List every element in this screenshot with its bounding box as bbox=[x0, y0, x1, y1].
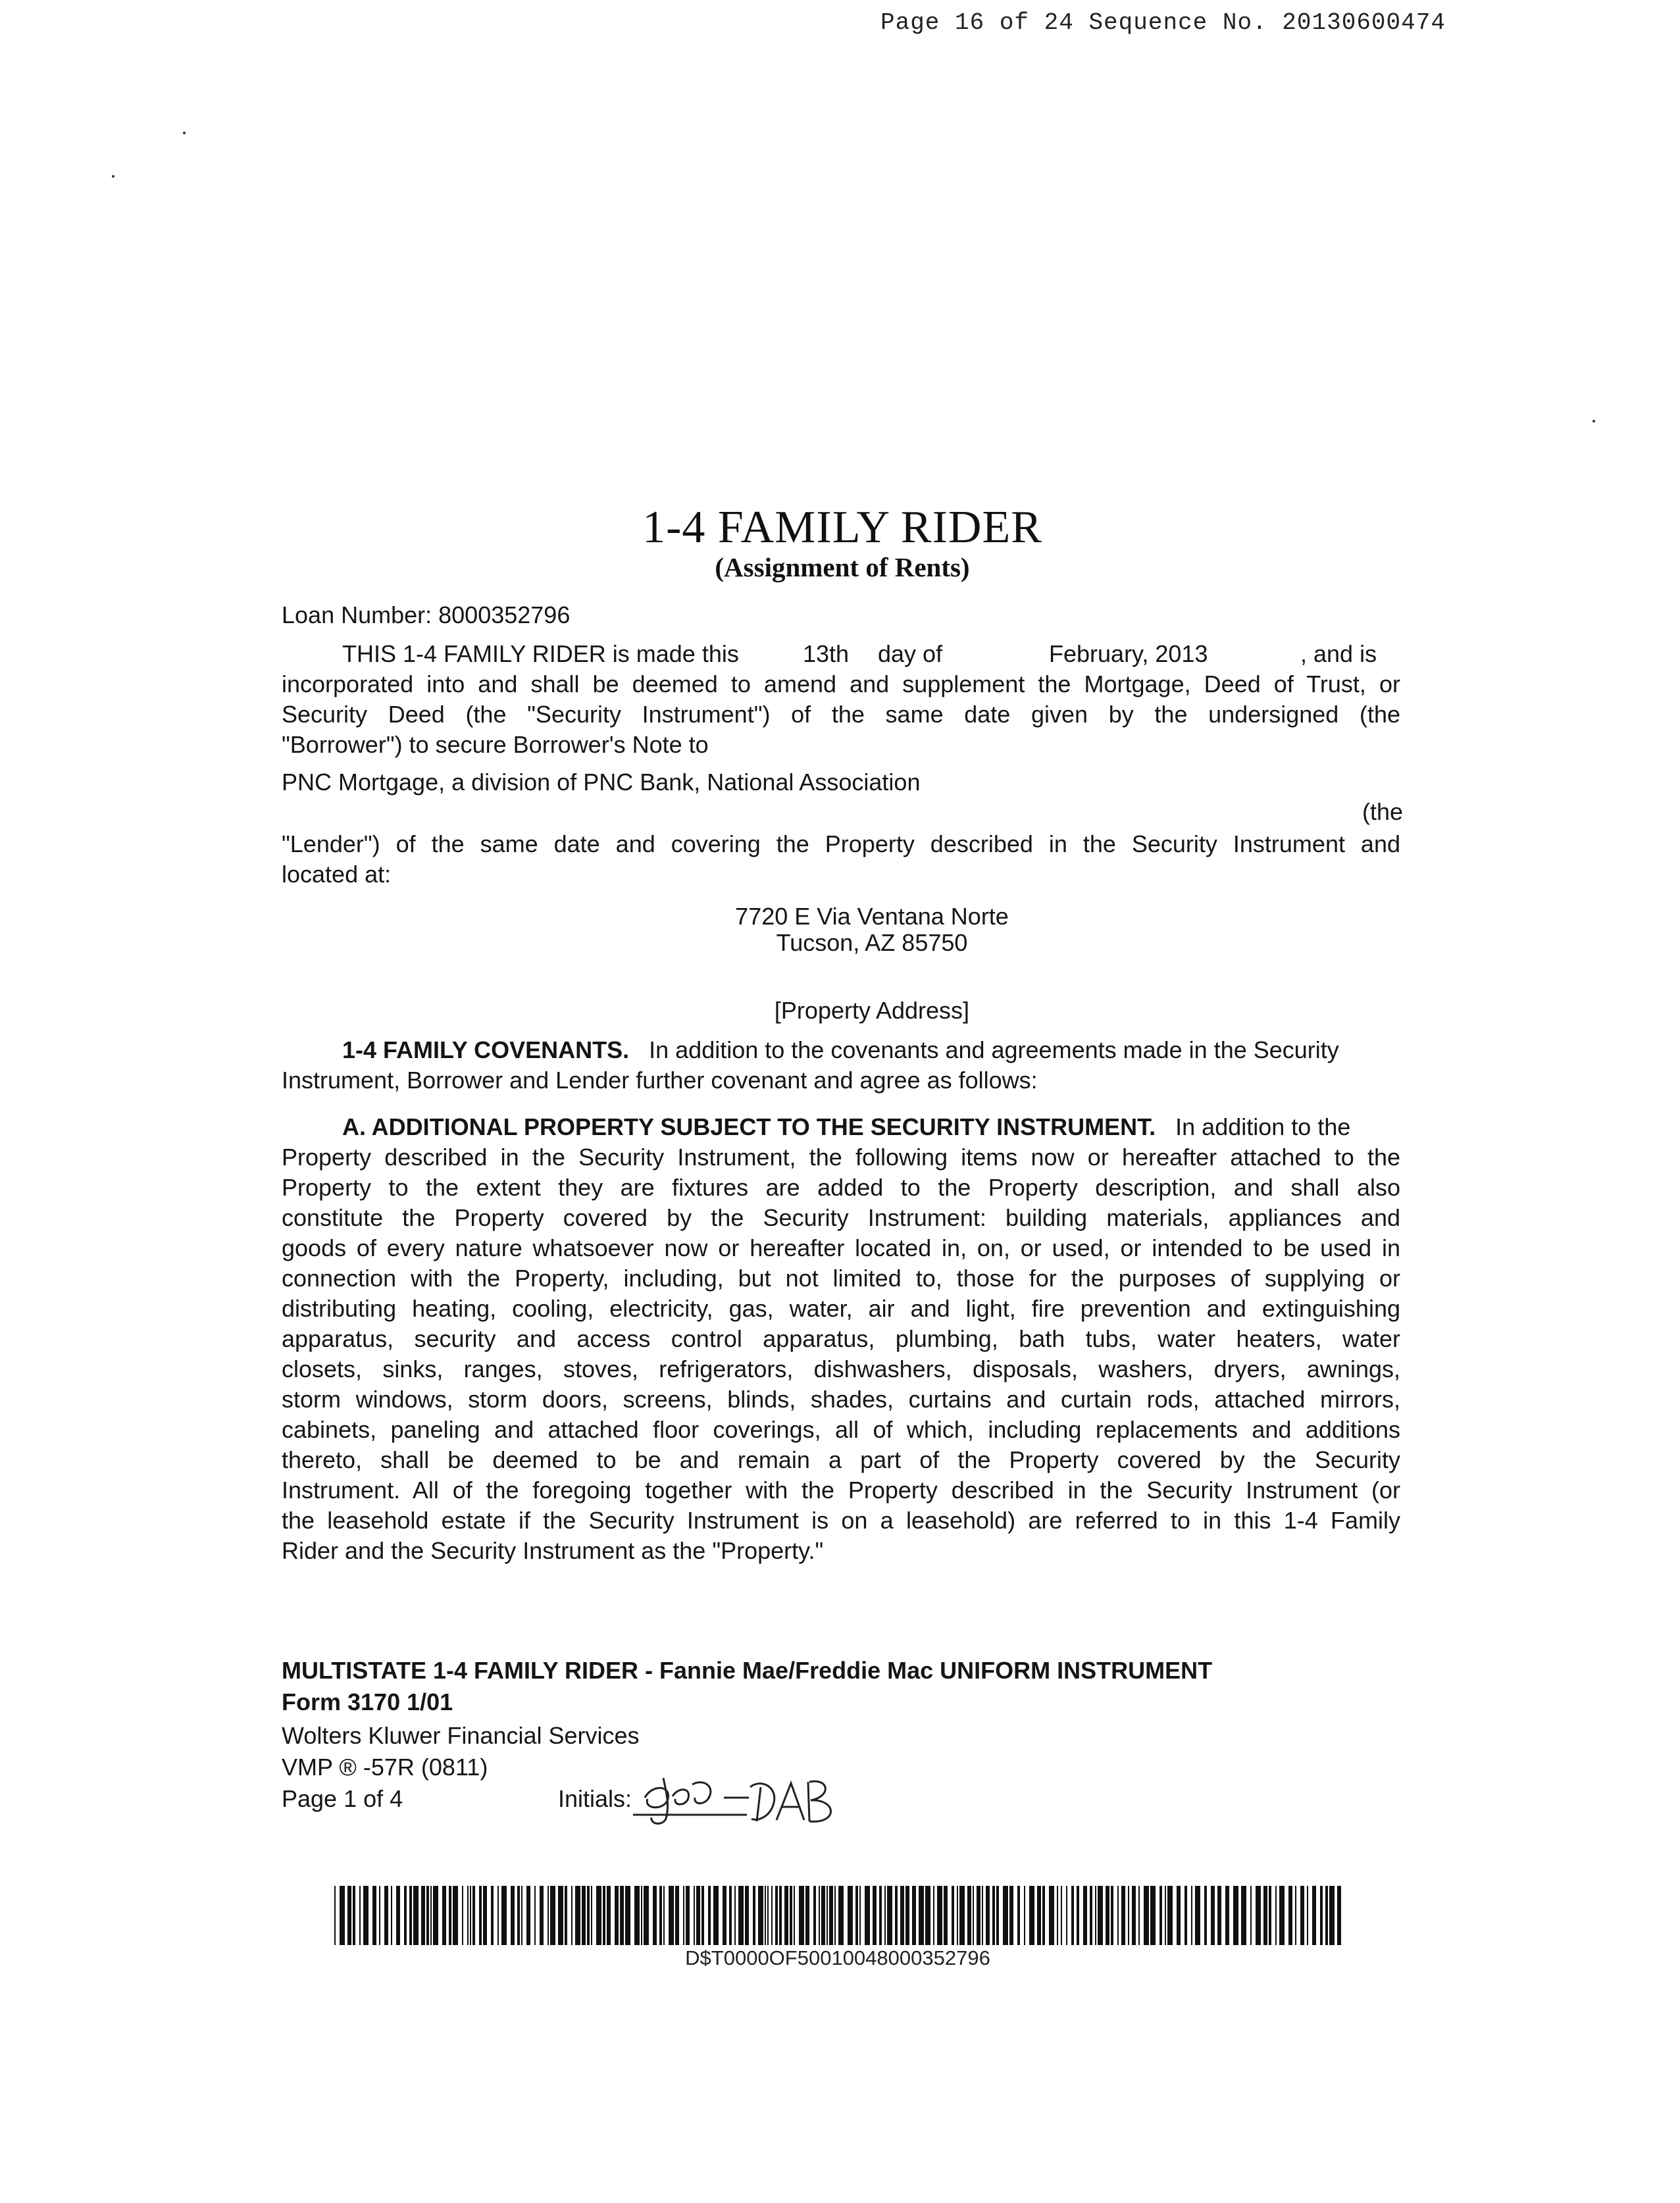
barcode-bar bbox=[453, 1886, 458, 1945]
barcode-bar bbox=[701, 1886, 704, 1945]
barcode-bar bbox=[1066, 1886, 1067, 1945]
section-a-line: Instrument. All of the foregoing together with the Property described in the Security Instrument (or bbox=[282, 1477, 1400, 1504]
barcode-bar bbox=[1279, 1886, 1285, 1945]
barcode-bar bbox=[1144, 1886, 1149, 1945]
barcode-bar bbox=[547, 1886, 549, 1945]
form-title: MULTISTATE 1-4 FAMILY RIDER - Fannie Mae/Freddie Mac UNIFORM INSTRUMENT bbox=[282, 1657, 1213, 1684]
barcode-bar bbox=[992, 1886, 995, 1945]
section-a-line: Rider and the Security Instrument as the "Property." bbox=[282, 1537, 824, 1564]
barcode-bar bbox=[1312, 1886, 1316, 1945]
document-title: 1-4 FAMILY RIDER bbox=[642, 502, 1042, 553]
barcode-bar bbox=[1138, 1886, 1140, 1945]
barcode-bar bbox=[501, 1886, 507, 1945]
barcode-bar bbox=[1061, 1886, 1062, 1945]
barcode-bar bbox=[1241, 1886, 1246, 1945]
barcode-bar bbox=[838, 1886, 844, 1945]
barcode-bar bbox=[1150, 1886, 1156, 1945]
barcode-bar bbox=[426, 1886, 429, 1945]
barcode-bar bbox=[521, 1886, 522, 1945]
barcode-bar bbox=[558, 1886, 563, 1945]
barcode-bar bbox=[1217, 1886, 1221, 1945]
barcode-bar bbox=[644, 1886, 649, 1945]
barcode-bar bbox=[686, 1886, 690, 1945]
barcode-bar bbox=[1211, 1886, 1215, 1945]
barcode-bar bbox=[767, 1886, 769, 1945]
barcode-bar bbox=[977, 1886, 980, 1945]
barcode-bar bbox=[1009, 1886, 1013, 1945]
publisher: Wolters Kluwer Financial Services bbox=[282, 1722, 640, 1749]
barcode-bar bbox=[1288, 1886, 1292, 1945]
barcode-bar bbox=[1121, 1886, 1125, 1945]
intro-line: located at: bbox=[282, 861, 392, 888]
barcode-bar bbox=[467, 1886, 469, 1945]
section-a-line: Property to the extent they are fixtures are added to the Property description, and shall also bbox=[282, 1174, 1400, 1201]
barcode-bar bbox=[575, 1886, 580, 1945]
barcode-bar bbox=[694, 1886, 695, 1945]
intro-the: (the bbox=[1362, 798, 1404, 825]
barcode-bar bbox=[723, 1886, 726, 1945]
form-number: Form 3170 1/01 bbox=[282, 1688, 453, 1715]
barcode-bar bbox=[1003, 1886, 1008, 1945]
barcode-bar bbox=[1329, 1886, 1335, 1945]
section-a-line: the leasehold estate if the Security Instrument is on a leasehold) are referred to in this 1-4 Family bbox=[282, 1507, 1400, 1534]
covenants-heading: 1-4 FAMILY COVENANTS. bbox=[342, 1036, 630, 1063]
barcode-bar bbox=[784, 1886, 788, 1945]
covenants-text: Instrument, Borrower and Lender further covenant and agree as follows: bbox=[282, 1067, 1038, 1094]
barcode-bar bbox=[829, 1886, 833, 1945]
property-address-caption: [Property Address] bbox=[774, 997, 970, 1024]
vmp-code: VMP ® -57R (0811) bbox=[282, 1754, 488, 1781]
barcode-bar bbox=[571, 1886, 573, 1945]
barcode-bar bbox=[919, 1886, 924, 1945]
intro-line: incorporated into and shall be deemed to amend and supplement the Mortgage, Deed of Trust, or bbox=[282, 671, 1400, 697]
section-a-line: thereto, shall be deemed to be and remain a part of the Property covered by the Security bbox=[282, 1446, 1400, 1473]
barcode-bar bbox=[421, 1886, 425, 1945]
barcode-bar bbox=[1204, 1886, 1207, 1945]
section-a-line: cabinets, paneling and attached floor coverings, all of which, including replacements and additions bbox=[282, 1416, 1400, 1443]
barcode-bar bbox=[937, 1886, 942, 1945]
barcode-bar bbox=[1029, 1886, 1034, 1945]
barcode-bar bbox=[779, 1886, 782, 1945]
property-street: 7720 E Via Ventana Norte bbox=[735, 903, 1009, 930]
barcode-bar bbox=[615, 1886, 619, 1945]
barcode-bar bbox=[1167, 1886, 1173, 1945]
barcode-bar bbox=[1320, 1886, 1323, 1945]
barcode-bar bbox=[879, 1886, 882, 1945]
barcode-bar bbox=[1191, 1886, 1192, 1945]
barcode-bar bbox=[1184, 1886, 1187, 1945]
covenants-text: In addition to the covenants and agreements made in the Security bbox=[649, 1036, 1339, 1063]
intro-date: February, 2013 bbox=[1049, 640, 1208, 667]
barcode-bar bbox=[1165, 1886, 1166, 1945]
barcode-bar bbox=[1111, 1886, 1113, 1945]
section-a-line: apparatus, security and access control apparatus, plumbing, bath tubs, water heaters, water bbox=[282, 1325, 1400, 1352]
barcode-bar bbox=[821, 1886, 825, 1945]
barcode-bar bbox=[865, 1886, 870, 1945]
barcode-bar bbox=[1307, 1886, 1308, 1945]
barcode-bar bbox=[1049, 1886, 1054, 1945]
barcode-bar bbox=[794, 1886, 795, 1945]
section-a-line: constitute the Property covered by the Security Instrument: building materials, appliances and bbox=[282, 1204, 1400, 1231]
barcode-bar bbox=[1325, 1886, 1328, 1945]
barcode bbox=[334, 1886, 1341, 1945]
barcode-bar bbox=[1090, 1886, 1092, 1945]
barcode-bar bbox=[973, 1886, 974, 1945]
barcode-bar bbox=[659, 1886, 662, 1945]
barcode-bar bbox=[1117, 1886, 1119, 1945]
barcode-bar bbox=[1083, 1886, 1087, 1945]
barcode-bar bbox=[1024, 1886, 1025, 1945]
barcode-bar bbox=[409, 1886, 412, 1945]
barcode-bar bbox=[1250, 1886, 1252, 1945]
handwritten-initials-signature bbox=[632, 1758, 849, 1831]
section-a-line: storm windows, storm doors, screens, blinds, shades, curtains and curtain rods, attached mirrors, bbox=[282, 1386, 1400, 1413]
barcode-bar bbox=[905, 1886, 909, 1945]
barcode-bar bbox=[1337, 1886, 1341, 1945]
barcode-bar bbox=[603, 1886, 605, 1945]
barcode-bar bbox=[859, 1886, 861, 1945]
barcode-bar bbox=[813, 1886, 816, 1945]
barcode-bar bbox=[1269, 1886, 1271, 1945]
barcode-bar bbox=[534, 1886, 536, 1945]
section-a-heading: A. ADDITIONAL PROPERTY SUBJECT TO THE SECURITY INSTRUMENT. bbox=[342, 1113, 1156, 1140]
barcode-bar bbox=[404, 1886, 407, 1945]
barcode-bar bbox=[396, 1886, 400, 1945]
barcode-bar bbox=[819, 1886, 820, 1945]
barcode-bar bbox=[1159, 1886, 1162, 1945]
barcode-bar bbox=[745, 1886, 749, 1945]
intro-line: "Borrower") to secure Borrower's Note to bbox=[282, 731, 709, 758]
barcode-bar bbox=[708, 1886, 711, 1945]
barcode-bar bbox=[540, 1886, 544, 1945]
barcode-bar bbox=[1017, 1886, 1020, 1945]
intro-day: 13th bbox=[803, 640, 850, 667]
barcode-bar bbox=[1057, 1886, 1058, 1945]
barcode-bar bbox=[334, 1886, 336, 1945]
intro-line: Security Deed (the "Security Instrument") of the same date given by the undersigned (the bbox=[282, 701, 1400, 728]
barcode-bar bbox=[620, 1886, 624, 1945]
barcode-bar bbox=[884, 1886, 886, 1945]
barcode-bar bbox=[996, 1886, 999, 1945]
barcode-bar bbox=[827, 1886, 828, 1945]
barcode-bar bbox=[347, 1886, 351, 1945]
barcode-bar bbox=[848, 1886, 853, 1945]
barcode-bar bbox=[511, 1886, 515, 1945]
intro-and-is: , and is bbox=[1300, 640, 1377, 667]
barcode-bar bbox=[669, 1886, 674, 1945]
barcode-bar bbox=[363, 1886, 369, 1945]
section-a-line: goods of every nature whatsoever now or hereafter located in, on, or used, or intended to be used in bbox=[282, 1234, 1400, 1261]
barcode-bar bbox=[982, 1886, 983, 1945]
barcode-bar bbox=[470, 1886, 471, 1945]
barcode-bar bbox=[653, 1886, 657, 1945]
barcode-bar bbox=[625, 1886, 630, 1945]
barcode-bar bbox=[391, 1886, 392, 1945]
barcode-bar bbox=[1233, 1886, 1238, 1945]
barcode-bar bbox=[1077, 1886, 1079, 1945]
barcode-bar bbox=[959, 1886, 965, 1945]
barcode-bar bbox=[340, 1886, 345, 1945]
barcode-bar bbox=[1132, 1886, 1136, 1945]
scan-speck bbox=[183, 132, 186, 134]
barcode-bar bbox=[1098, 1886, 1103, 1945]
barcode-bar bbox=[957, 1886, 958, 1945]
barcode-bar bbox=[855, 1886, 858, 1945]
barcode-bar bbox=[433, 1886, 438, 1945]
barcode-bar bbox=[1256, 1886, 1261, 1945]
section-a-line: Property described in the Security Instrument, the following items now or hereafter attached to the bbox=[282, 1144, 1400, 1171]
barcode-bar bbox=[912, 1886, 916, 1945]
barcode-bar bbox=[1177, 1886, 1181, 1945]
barcode-bar bbox=[873, 1886, 877, 1945]
barcode-bar bbox=[587, 1886, 590, 1945]
barcode-bar bbox=[790, 1886, 792, 1945]
barcode-bar bbox=[607, 1886, 611, 1945]
barcode-bar bbox=[734, 1886, 736, 1945]
barcode-bar bbox=[1195, 1886, 1200, 1945]
barcode-bar bbox=[933, 1886, 934, 1945]
barcode-bar bbox=[353, 1886, 355, 1945]
barcode-bar bbox=[986, 1886, 990, 1945]
barcode-bar bbox=[900, 1886, 904, 1945]
barcode-bar bbox=[1128, 1886, 1129, 1945]
barcode-bar bbox=[442, 1886, 446, 1945]
barcode-bar bbox=[550, 1886, 555, 1945]
barcode-bar bbox=[675, 1886, 679, 1945]
barcode-bar bbox=[967, 1886, 971, 1945]
barcode-bar bbox=[430, 1886, 432, 1945]
intro-lead: THIS 1-4 FAMILY RIDER is made this bbox=[342, 640, 739, 667]
barcode-bar bbox=[753, 1886, 755, 1945]
barcode-bar bbox=[771, 1886, 773, 1945]
covenants-paragraph bbox=[342, 1035, 1339, 1065]
barcode-bar bbox=[1295, 1886, 1296, 1945]
barcode-bar bbox=[449, 1886, 451, 1945]
barcode-bar bbox=[1037, 1886, 1041, 1945]
barcode-bar bbox=[582, 1886, 586, 1945]
barcode-bar bbox=[729, 1886, 732, 1945]
barcode-bar bbox=[765, 1886, 766, 1945]
intro-line: "Lender") of the same date and covering the Property described in the Security Instrument and bbox=[282, 830, 1400, 857]
barcode-bar bbox=[497, 1886, 499, 1945]
section-a-line: distributing heating, cooling, electricity, gas, water, air and light, fire prevention and extinguishing bbox=[282, 1295, 1400, 1322]
barcode-bar bbox=[775, 1886, 778, 1945]
barcode-bar bbox=[1263, 1886, 1267, 1945]
barcode-bar bbox=[565, 1886, 567, 1945]
barcode-bar bbox=[1275, 1886, 1277, 1945]
barcode-bar bbox=[479, 1886, 482, 1945]
barcode-bar bbox=[758, 1886, 763, 1945]
scan-speck bbox=[1592, 420, 1595, 422]
page-sequence-stamp: Page 16 of 24 Sequence No. 20130600474 bbox=[880, 9, 1446, 36]
barcode-bar bbox=[805, 1886, 809, 1945]
barcode-bar bbox=[834, 1886, 836, 1945]
barcode-bar bbox=[517, 1886, 520, 1945]
barcode-bar bbox=[1300, 1886, 1304, 1945]
barcode-bar bbox=[1225, 1886, 1229, 1945]
barcode-bar bbox=[596, 1886, 601, 1945]
barcode-text: D$T0000OF50010048000352796 bbox=[685, 1946, 990, 1969]
barcode-bar bbox=[483, 1886, 487, 1945]
barcode-bar bbox=[895, 1886, 898, 1945]
barcode-bar bbox=[952, 1886, 954, 1945]
barcode-bar bbox=[472, 1886, 475, 1945]
barcode-bar bbox=[1071, 1886, 1074, 1945]
initials-label: Initials: bbox=[558, 1785, 632, 1812]
barcode-bar bbox=[887, 1886, 892, 1945]
barcode-bar bbox=[696, 1886, 700, 1945]
barcode-bar bbox=[1095, 1886, 1096, 1945]
barcode-bar bbox=[491, 1886, 494, 1945]
section-a-text: In addition to the bbox=[1175, 1113, 1351, 1140]
lender-name: PNC Mortgage, a division of PNC Bank, National Association bbox=[282, 769, 921, 796]
barcode-bar bbox=[738, 1886, 744, 1945]
barcode-bar bbox=[683, 1886, 684, 1945]
barcode-bar bbox=[413, 1886, 419, 1945]
section-a-line: closets, sinks, ranges, stoves, refrigerators, dishwashers, disposals, washers, dryers, awnings, bbox=[282, 1355, 1400, 1382]
section-a-first-line bbox=[342, 1112, 1350, 1142]
scan-speck bbox=[112, 175, 115, 178]
barcode-bar bbox=[359, 1886, 361, 1945]
intro-day-of: day of bbox=[878, 640, 943, 667]
barcode-bar bbox=[713, 1886, 719, 1945]
barcode-bar bbox=[799, 1886, 804, 1945]
barcode-bar bbox=[462, 1886, 463, 1945]
barcode-bar bbox=[1042, 1886, 1045, 1945]
barcode-bar bbox=[641, 1886, 642, 1945]
barcode-bar bbox=[379, 1886, 380, 1945]
barcode-bar bbox=[944, 1886, 948, 1945]
barcode-bar bbox=[526, 1886, 530, 1945]
barcode-bar bbox=[663, 1886, 665, 1945]
section-a-line: connection with the Property, including, but not limited to, those for the purposes of supplying or bbox=[282, 1265, 1400, 1292]
barcode-bar bbox=[384, 1886, 388, 1945]
page-number: Page 1 of 4 bbox=[282, 1785, 403, 1812]
loan-number: Loan Number: 8000352796 bbox=[282, 601, 571, 628]
barcode-bar bbox=[372, 1886, 376, 1945]
barcode-bar bbox=[1106, 1886, 1109, 1945]
property-city: Tucson, AZ 85750 bbox=[776, 929, 968, 956]
barcode-bar bbox=[634, 1886, 640, 1945]
barcode-bar bbox=[925, 1886, 930, 1945]
document-subtitle: (Assignment of Rents) bbox=[715, 552, 970, 582]
barcode-bar bbox=[591, 1886, 592, 1945]
